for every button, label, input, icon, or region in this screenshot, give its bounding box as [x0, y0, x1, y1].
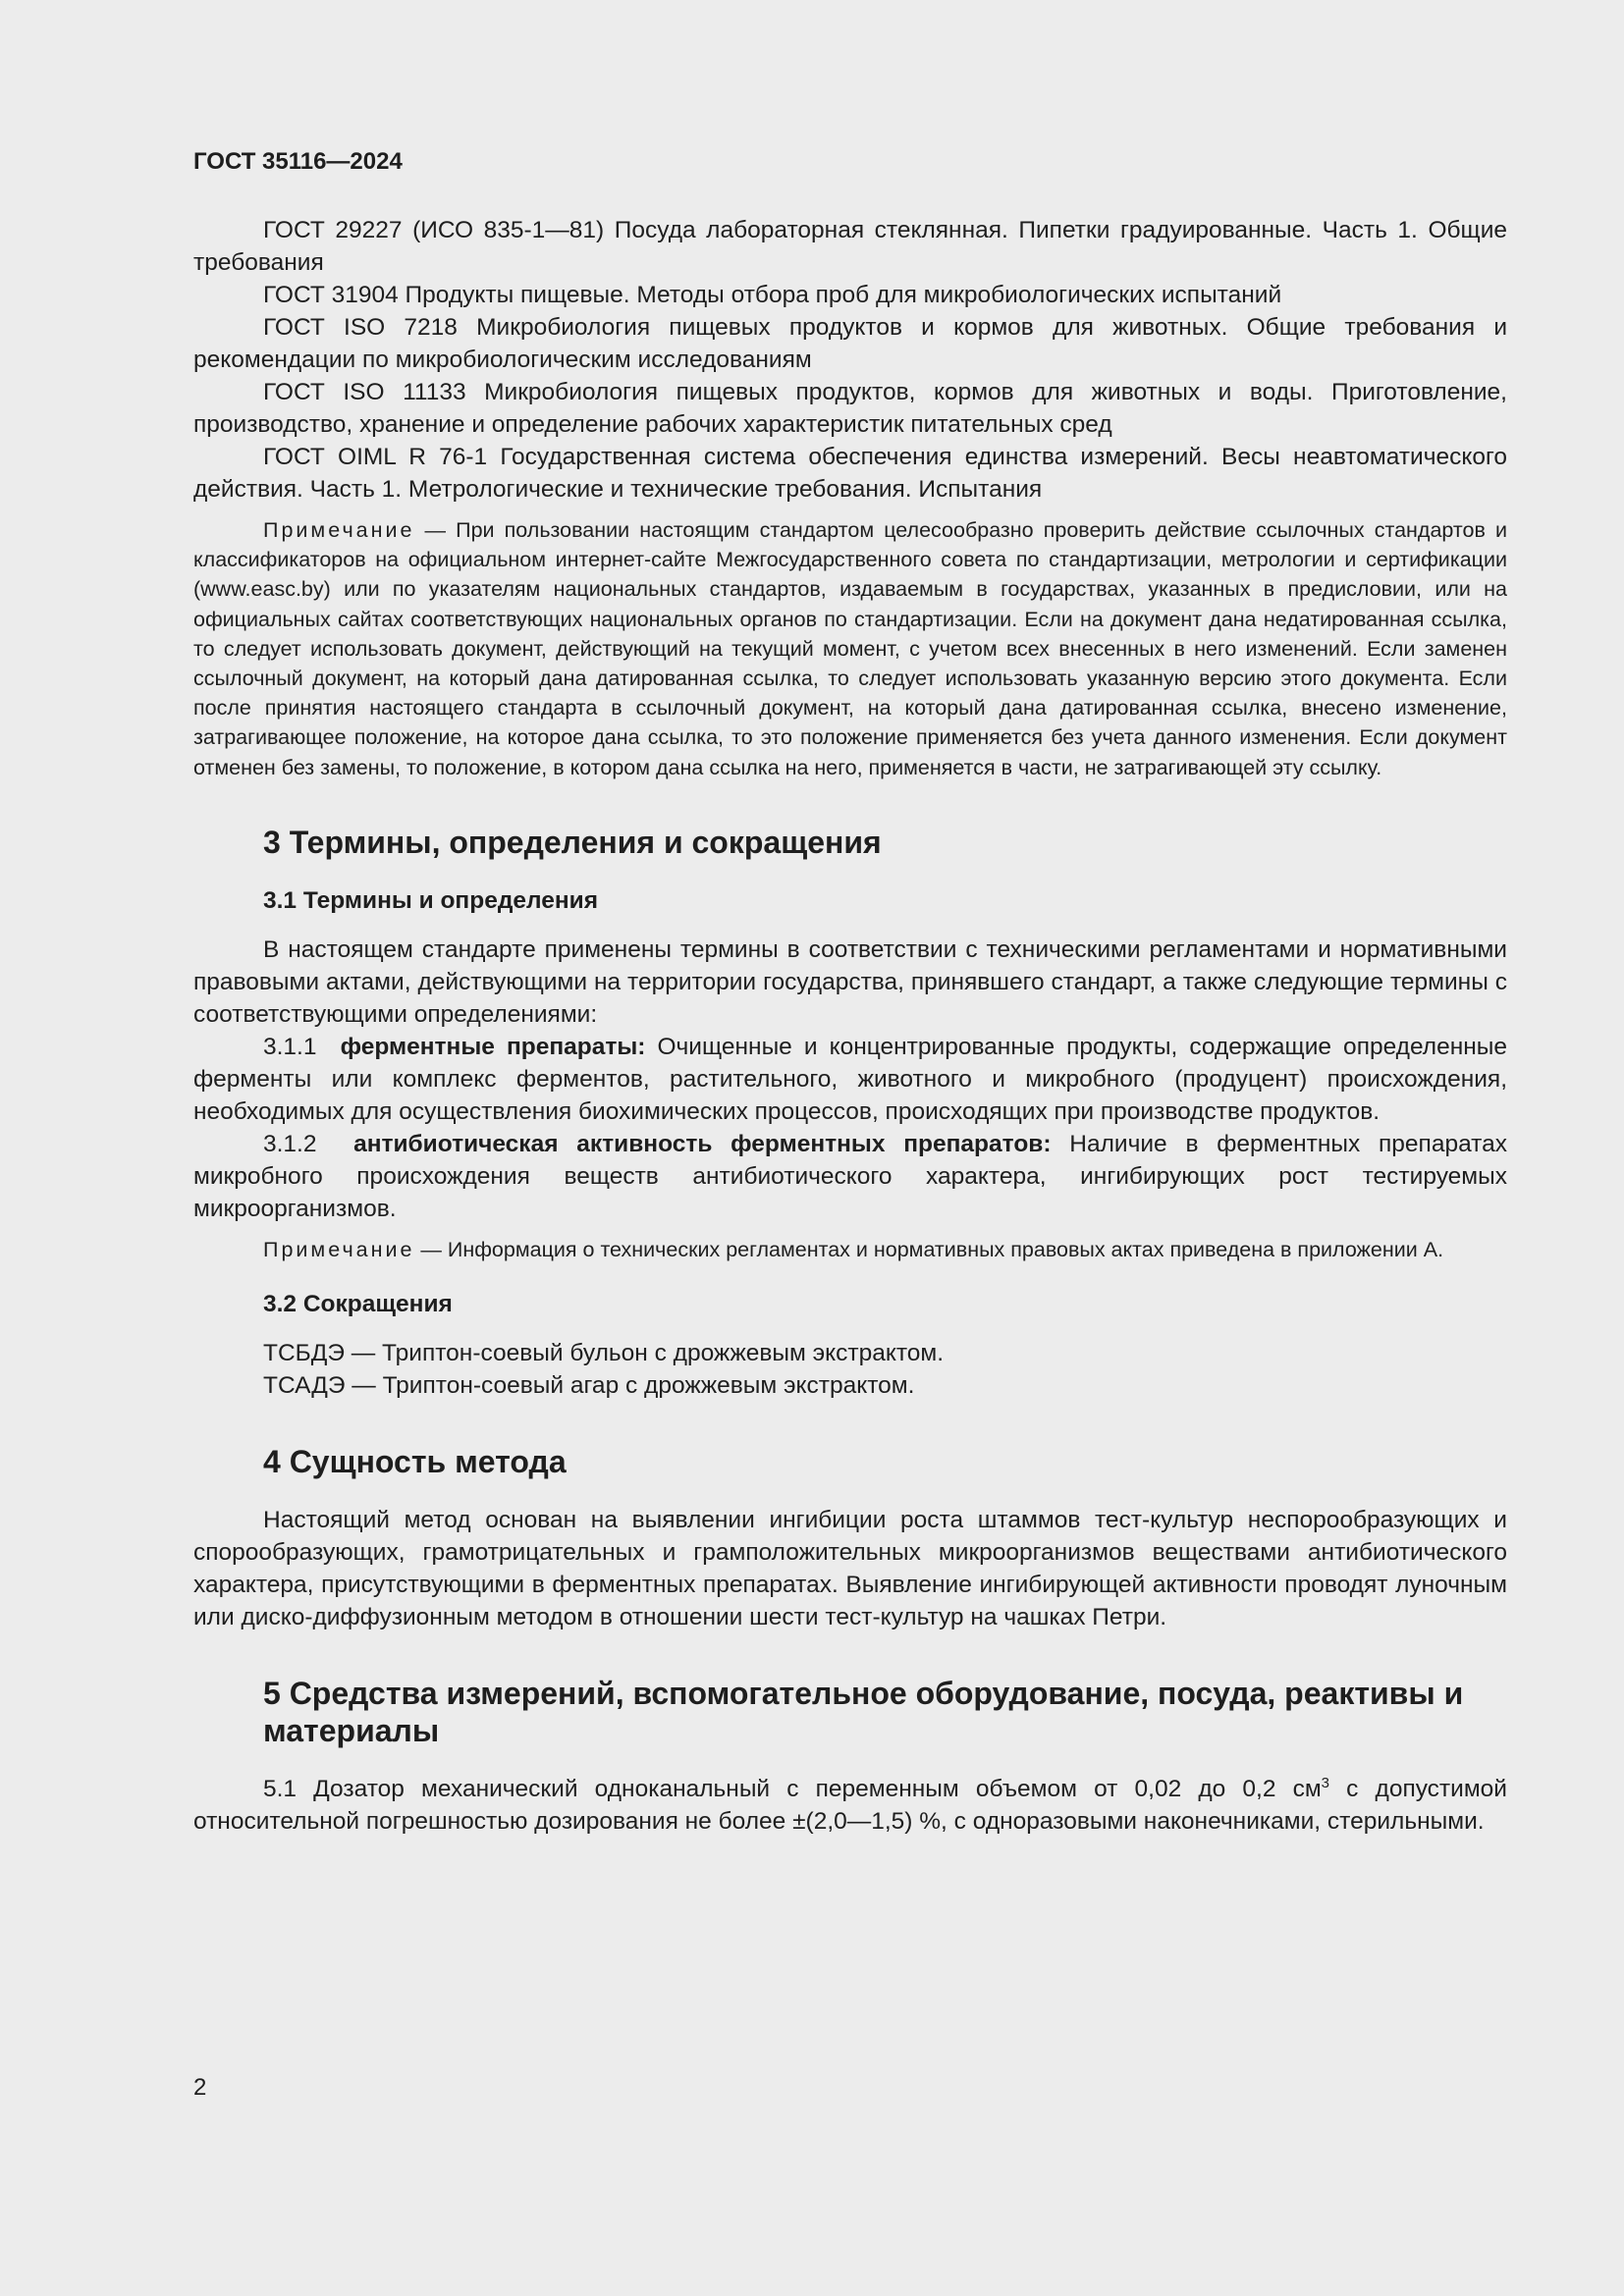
abbreviation-item: ТСАДЭ — Триптон-соевый агар с дрожжевым экстрактом.	[263, 1372, 915, 1400]
note-label: Примечание	[263, 518, 415, 542]
normative-references-list	[193, 214, 1507, 506]
term-number: 3.1.2	[263, 1130, 317, 1157]
section-5-title: 5 Средства измерений, вспомогательное оборудование, посуда, реактивы и материалы	[263, 1676, 1464, 1749]
note-text: — Информация о технических регламентах и нормативных правовых актах приведена в приложении А.	[414, 1237, 1444, 1261]
abbreviation-item: ТСБДЭ — Триптон-соевый бульон с дрожжевым экстрактом.	[263, 1340, 945, 1367]
section-5-1-text: 5.1 Дозатор механический одноканальный с переменным объемом от 0,02 до 0,2 $см^3$ с допустимой относительной погрешностью дозирования не более ±(2,0—1,5) %, с одноразовыми наконечниками, стерильными.	[193, 1774, 1507, 1836]
reference-item: ГОСТ ISO 7218 Микробиология пищевых продуктов и кормов для животных. Общие требования и рекомендации по микробиологическим исследованиям	[193, 314, 1507, 373]
page-number: 2	[193, 2074, 207, 2101]
term-number: 3.1.1	[263, 1033, 317, 1060]
note-text: — При пользовании настоящим стандартом целесообразно проверить действие ссылочных стандартов и классификаторов на официальном интернет-сайте Межгосударственного совета по стандартизации, метрологии и сертификации (www.easc.by) или по указателям национальных стандартов, издаваемым в государствах, указанных в предисловии, или на официальных сайтах соответствующих национальных органов по стандартизации. Если на документ дана недатированная ссылка, то следует использовать документ, действующий на текущий момент, с учетом всех внесенных в него изменений. Если заменен ссылочный документ, на который дана датированная ссылка, то следует использовать указанную версию этого документа. Если после принятия настоящего стандарта в ссылочный документ, на который дана датированная ссылка, внесено изменение, затрагивающее положение, на которое дана ссылка, то это положение применяется без учета данного изменения. Если документ отменен без замены, то положение, в котором дана ссылка на него, применяется в части, не затрагивающей эту ссылку.	[193, 518, 1507, 779]
subsection-3-1-title: 3.1 Термины и определения	[263, 886, 599, 914]
term-name: ферментные препараты:	[340, 1033, 646, 1060]
page-content	[193, 147, 1507, 1838]
document-header: ГОСТ 35116—2024	[193, 148, 403, 175]
reference-item: ГОСТ OIML R 76-1 Государственная система обеспечения единства измерений. Весы неавтоматического действия. Часть 1. Метрологические и технические требования. Испытания	[193, 444, 1507, 503]
note-references	[193, 515, 1507, 782]
reference-item: ГОСТ 29227 (ИСО 835-1—81) Посуда лабораторная стеклянная. Пипетки градуированные. Часть 1. Общие требования	[193, 217, 1507, 276]
section-3-title: 3 Термины, определения и сокращения	[263, 824, 882, 860]
reference-item: ГОСТ ISO 11133 Микробиология пищевых продуктов, кормов для животных и воды. Приготовление, производство, хранение и определение рабочих характеристик питательных сред	[193, 379, 1507, 438]
term-name: антибиотическая активность ферментных препаратов:	[353, 1130, 1052, 1157]
section-4-title: 4 Сущность метода	[263, 1444, 567, 1480]
term-definition: Очищенные и концентрированные продукты, содержащие определенные ферменты или комплекс ферментов, растительного, животного и микробного (продуцент) происхождения, необходимых для осуществления биохимических процессов, происходящих при производстве продуктов.	[193, 1033, 1507, 1125]
note-terms	[193, 1235, 1507, 1264]
section-4-text: Настоящий метод основан на выявлении ингибиции роста штаммов тест-культур неспорообразующих и спорообразующих, грамотрицательных и грамположительных микроорганизмов веществами антибиотического характера, присутствующими в ферментных препаратах. Выявление ингибирующей активности проводят луночным или диско-диффузионным методом в отношении шести тест-культур на чашках Петри.	[193, 1507, 1507, 1631]
note-label: Примечание	[263, 1237, 415, 1261]
term-definition: Наличие в ферментных препаратах микробного происхождения веществ антибиотического характера, ингибирующих рост тестируемых микроорганизмов.	[193, 1130, 1507, 1222]
reference-item: ГОСТ 31904 Продукты пищевые. Методы отбора проб для микробиологических испытаний	[263, 282, 1282, 308]
superscript: 3	[1321, 1774, 1330, 1791]
terms-intro: В настоящем стандарте применены термины в соответствии с техническими регламентами и нормативными правовыми актами, действующими на территории государства, принявшего стандарт, а также следующие термины с соответствующими определениями:	[193, 935, 1507, 1028]
term-3-1-2	[193, 1128, 1507, 1225]
term-3-1-1	[193, 1031, 1507, 1128]
subsection-3-2-title: 3.2 Сокращения	[263, 1291, 453, 1318]
